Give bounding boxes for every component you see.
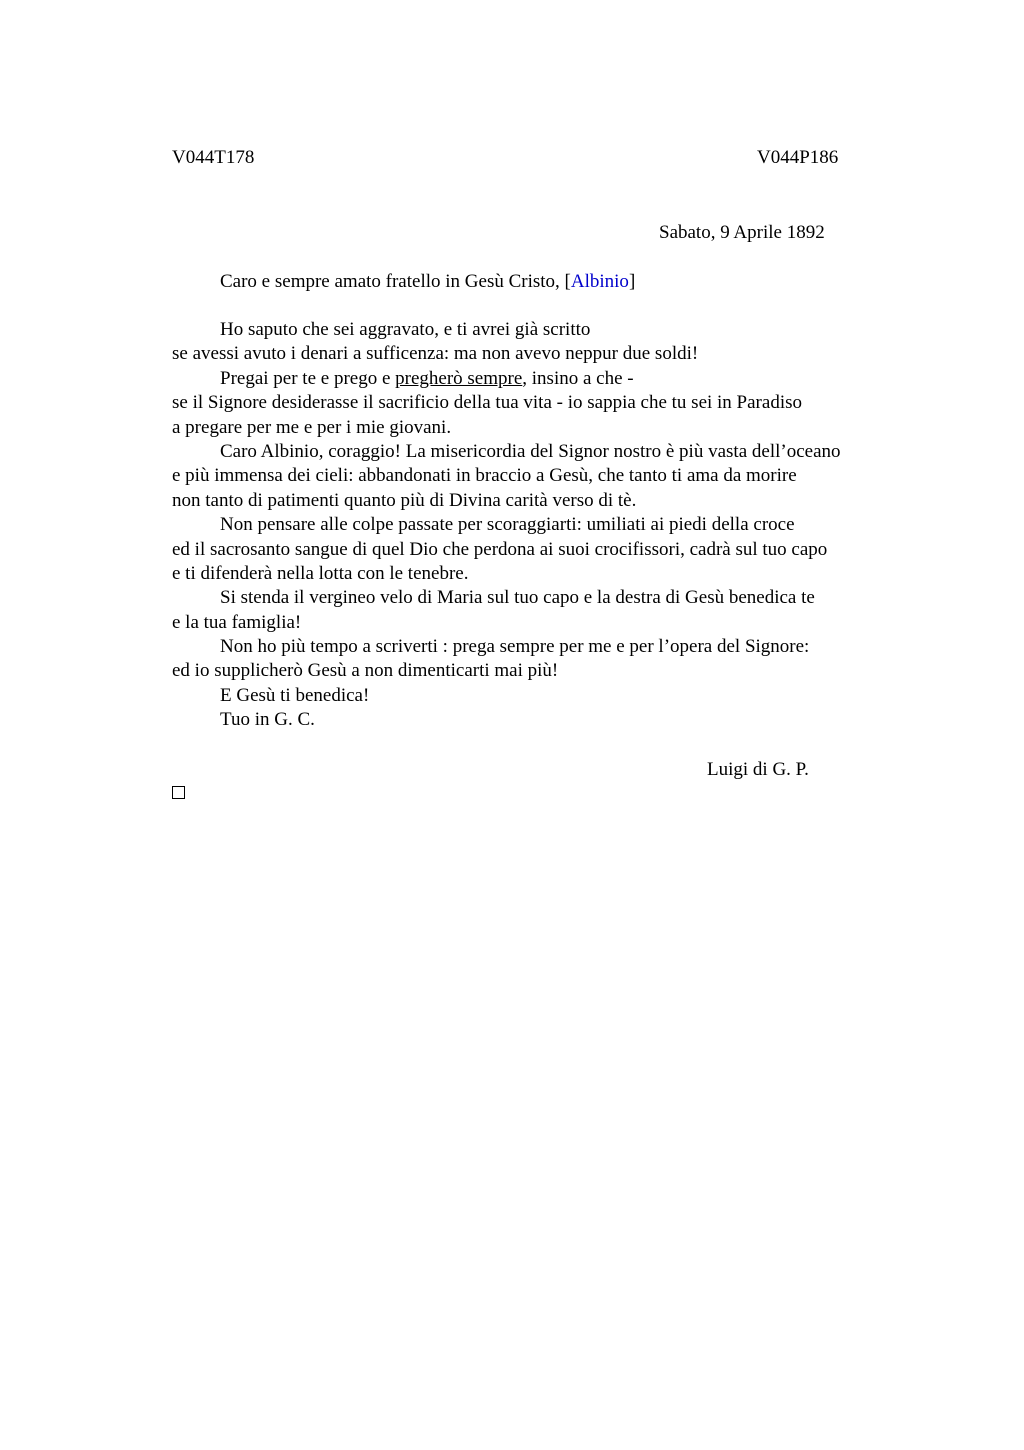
salutation-text: Caro e sempre amato fratello in Gesù Cristo, [ <box>220 271 571 292</box>
body-line: e ti difenderà nella lotta con le tenebre. <box>172 562 469 584</box>
body-line: se avessi avuto i denari a sufficenza: ma non avevo neppur due soldi! <box>172 343 699 365</box>
underlined-phrase: pregherò sempre <box>395 367 523 389</box>
closing-line: Tuo in G. C. <box>220 709 315 731</box>
body-line: Si stenda il vergineo velo di Maria sul tuo capo e la destra di Gesù benedica te <box>220 587 815 609</box>
body-line: ed il sacrosanto sangue di quel Dio che perdona ai suoi crocifissori, cadrà sul tuo capo <box>172 538 828 560</box>
body-line: e la tua famiglia! <box>172 611 302 633</box>
document-code-right: V044P186 <box>757 147 839 168</box>
body-line: non tanto di patimenti quanto più di Divina carità verso di tè. <box>172 489 637 511</box>
body-text: Pregai per te e prego e <box>220 367 396 389</box>
body-line: Ho saputo che sei aggravato, e ti avrei già scritto <box>220 319 591 340</box>
letter-body <box>172 318 932 733</box>
body-line: Non ho più tempo a scriverti : prega sempre per me e per l’opera del Signore: <box>220 636 810 658</box>
body-line: ed io supplicherò Gesù a non dimenticarti mai più! <box>172 660 559 682</box>
letter-salutation <box>220 270 635 294</box>
recipient-name-link[interactable]: Albinio <box>570 271 629 292</box>
body-line: Non pensare alle colpe passate per scoraggiarti: umiliati ai piedi della croce <box>220 514 795 536</box>
body-line: Caro Albinio, coraggio! La misericordia del Signor nostro è più vasta dell’oceano <box>220 440 841 462</box>
body-line: E Gesù ti benedica! <box>220 684 370 706</box>
letter-date: Sabato, 9 Aprile 1892 <box>659 222 825 243</box>
empty-square-icon <box>172 786 185 799</box>
body-line <box>172 367 932 391</box>
signature: Luigi di G. P. <box>707 759 809 780</box>
salutation-close-bracket: ] <box>628 271 636 292</box>
body-line: a pregare per me e per i mie giovani. <box>172 416 452 438</box>
body-line: e più immensa dei cieli: abbandonati in braccio a Gesù, che tanto ti ama da morire <box>172 465 797 487</box>
document-code-left: V044T178 <box>172 147 255 168</box>
body-line: se il Signore desiderasse il sacrificio della tua vita - io sappia che tu sei in Paradiso <box>172 392 802 414</box>
body-text: , insino a che - <box>522 367 634 389</box>
